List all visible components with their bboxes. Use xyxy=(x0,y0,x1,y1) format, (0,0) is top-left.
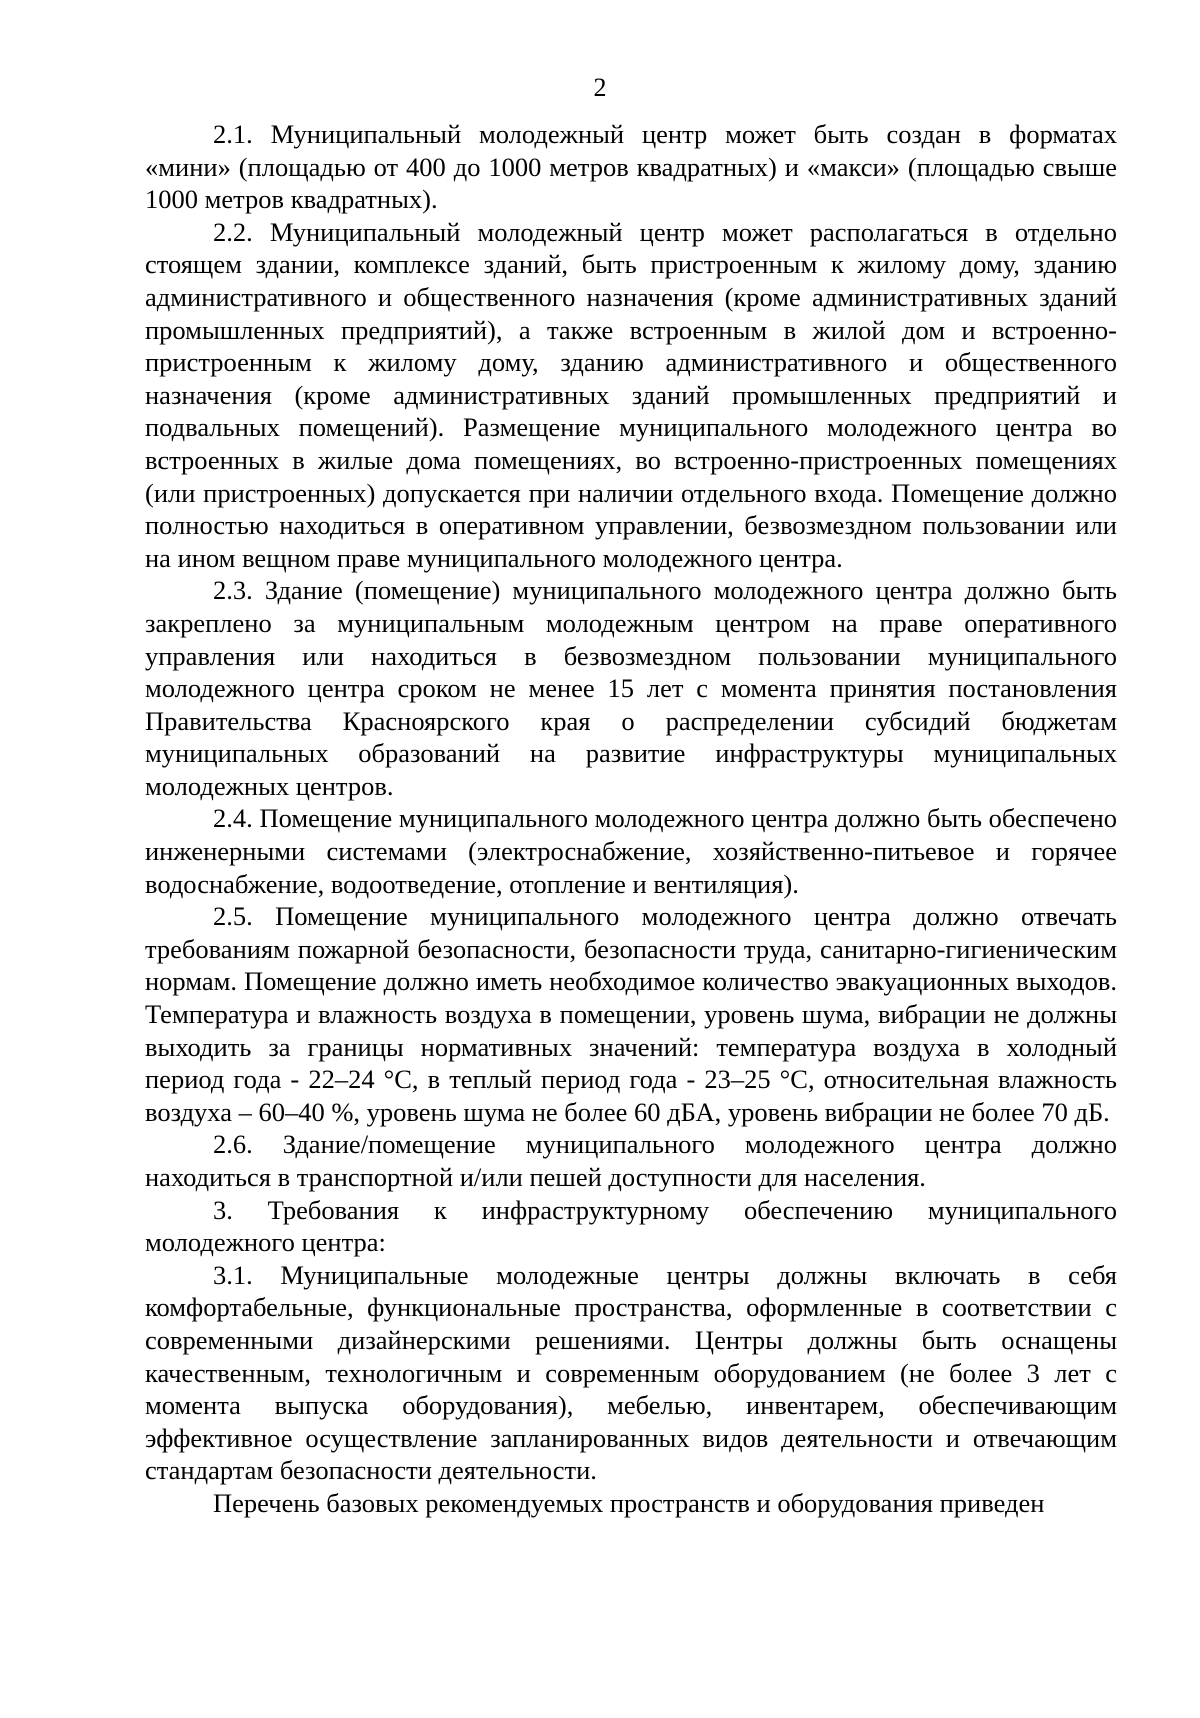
document-body xyxy=(145,118,1117,1520)
paragraph-3-1: 3.1. Муниципальные молодежные центры должны включать в себя комфортабельные, функциональные пространства, оформленные в соответствии с современными дизайнерскими решениями. Центры должны быть оснащены качественным, технологичным и современным оборудованием (не более 3 лет с момента выпуска оборудования), мебелью, инвентарем, обеспечивающим эффективное осуществление запланированных видов деятельности и отвечающим стандартам безопасности деятельности. xyxy=(145,1259,1117,1486)
paragraph-2-3: 2.3. Здание (помещение) муниципального молодежного центра должно быть закреплено за муниципальным молодежным центром на праве оперативного управления или находиться в безвозмездном пользовании муниципального молодежного центра сроком не менее 15 лет с момента принятия постановления Правительства Красноярского края о распределении субсидий бюджетам муниципальных образований на развитие инфраструктуры муниципальных молодежных центров. xyxy=(145,575,1117,801)
paragraph-2-5: 2.5. Помещение муниципального молодежного центра должно отвечать требованиям пожарной безопасности, безопасности труда, санитарно-гигиеническим нормам. Помещение должно иметь необходимое количество эвакуационных выходов. Температура и влажность воздуха в помещении, уровень шума, вибрации не должны выходить за границы нормативных значений: температура воздуха в холодный период года - 22–24 °С, в теплый период года - 23–25 °С, относительная влажность воздуха – 60–40 %, уровень шума не более 60 дБА, уровень вибрации не более 70 дБ. xyxy=(145,901,1117,1127)
paragraph-2-6: 2.6. Здание/помещение муниципального молодежного центра должно находиться в транспортной и/или пешей доступности для населения. xyxy=(145,1129,1117,1192)
paragraph-list-intro: Перечень базовых рекомендуемых пространств и оборудования приведен xyxy=(213,1487,1045,1518)
paragraph-2-4: 2.4. Помещение муниципального молодежного центра должно быть обеспечено инженерными системами (электроснабжение, хозяйственно-питьевое и горячее водоснабжение, водоотведение, отопление и вентиляция). xyxy=(145,803,1117,899)
paragraph-2-1: 2.1. Муниципальный молодежный центр может быть создан в форматах «мини» (площадью от 400 до 1000 метров квадратных) и «макси» (площадью свыше 1000 метров квадратных). xyxy=(145,119,1117,215)
page-number: 2 xyxy=(593,73,607,102)
paragraph-2-2: 2.2. Муниципальный молодежный центр может располагаться в отдельно стоящем здании, комплексе зданий, быть пристроенным к жилому дому, зданию административного и общественного назначения (кроме административных зданий промышленных предприятий), а также встроенным в жилой дом и встроенно-пристроенным к жилому дому, зданию административного и общественного назначения (кроме административных зданий промышленных предприятий и подвальных помещений). Размещение муниципального молодежного центра во встроенных в жилые дома помещениях, во встроенно-пристроенных помещениях (или пристроенных) допускается при наличии отдельного входа. Помещение должно полностью находиться в оперативном управлении, безвозмездном пользовании или на ином вещном праве муниципального молодежного центра. xyxy=(145,216,1117,573)
paragraph-3-heading: 3. Требования к инфраструктурному обеспечению муниципального молодежного центра: xyxy=(145,1194,1117,1258)
